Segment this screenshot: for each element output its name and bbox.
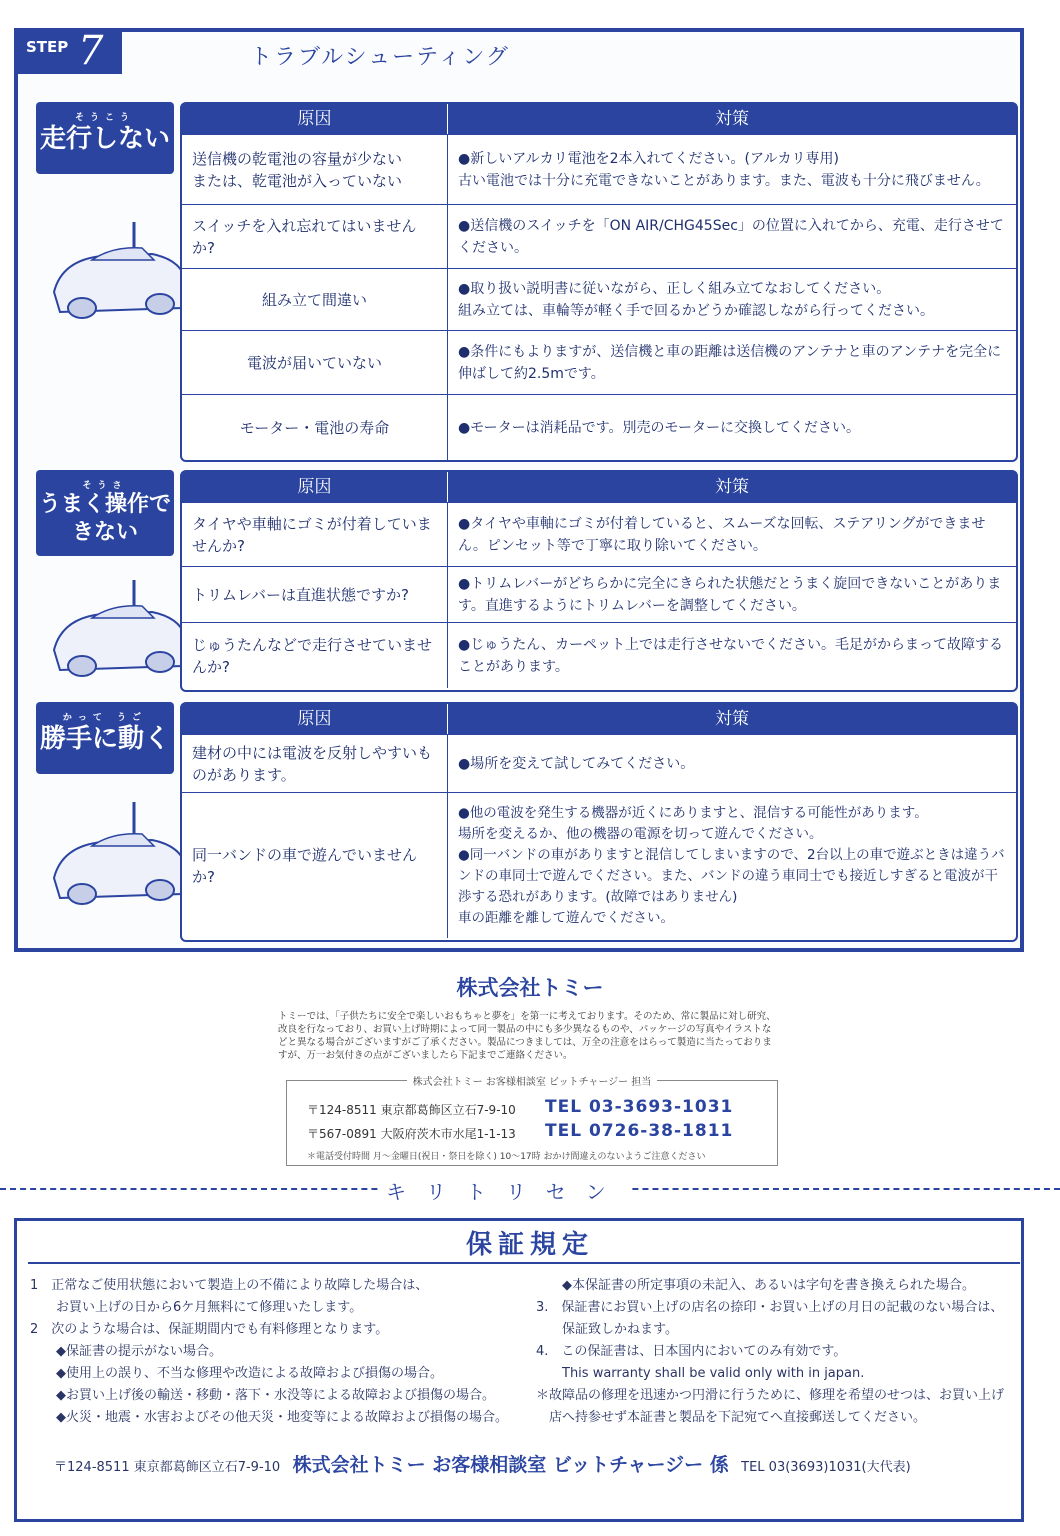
column-header-fix: 対策 — [715, 109, 749, 129]
company-name: 株式会社トミー — [456, 976, 604, 1000]
contact-hours: ＊電話受付時間 月〜金曜日(祝日・祭日を除く) 10〜17時 おかけ間違えのないようご注意ください — [307, 1152, 706, 1162]
contact-phone: TEL 03-3693-1031 — [545, 1097, 734, 1117]
contact-box — [286, 1077, 778, 1166]
warranty-line: ◆保証書の提示がない場合。 — [30, 1344, 222, 1359]
footer-phone: TEL 03(3693)1031(大代表) — [741, 1460, 911, 1475]
column-header-cause: 原因 — [182, 104, 448, 134]
section-moves-alone — [36, 702, 1018, 942]
table-row: タイヤや車軸にゴミが付着していませんか? ●タイヤや車軸にゴミが付着していると、スムーズな回転、ステアリングができません。ピンセット等で丁寧に取り除いてください。 — [182, 502, 1016, 566]
divider — [28, 1262, 1020, 1264]
table-row: 組み立て間違い ●取り扱い説明書に従いながら、正しく組み立てなおしてください。 組み立ては、車輪等が軽く手で回るかどうか確認しながら行ってください。 — [182, 268, 1016, 330]
warranty-title: 保証規定 — [465, 1230, 594, 1260]
warranty-footer — [54, 1450, 911, 1477]
step-badge — [18, 30, 122, 74]
contact-heading: 株式会社トミー お客様相談室 ビットチャージー 担当 — [407, 1077, 658, 1088]
footer-address: 〒124-8511 東京都葛飾区立石7-9-10 — [54, 1460, 281, 1475]
footer-company: 株式会社トミー お客様相談室 ビットチャージー 係 — [292, 1454, 729, 1476]
trouble-table — [180, 702, 1018, 942]
table-row: トリムレバーは直進状態ですか? ●トリムレバーがどちらかに完全にきられた状態だとうまく旋回できないことがあります。直進するようにトリムレバーを調整してください。 — [182, 566, 1016, 622]
section-label: かって うご 勝手に動く — [36, 702, 174, 774]
rc-car-illustration — [42, 212, 192, 322]
warranty-line: 4. この保証書は、日本国内においてのみ有効です。 — [536, 1344, 847, 1359]
column-header-fix: 対策 — [715, 709, 749, 729]
warranty-line: 2 次のような場合は、保証期間内でも有料修理となります。 — [30, 1322, 389, 1337]
warranty-line: ◆火災・地震・水害およびその他天災・地変等による故障および損傷の場合。 — [30, 1410, 508, 1425]
warranty-line: ◆お買い上げ後の輸送・移動・落下・水没等による故障および損傷の場合。 — [30, 1388, 495, 1403]
notice-text: トミーでは、「子供たちに安全で楽しいおもちゃと夢を」を第一に考えております。そのため、常に製品に対し研究、改良を行なっており、お買い上げ時期によって同一製品の中にも多少異なるものや、パッケージの写真やイラストなどと異なる場合がございますがご了承ください。製品につきましては、万全の注意をはらって製造に当たっておりますが、万一お気付きの点がございましたら下記までご連絡ください。 — [278, 1011, 776, 1061]
warranty-line: 3. 保証書にお買い上げの店名の捺印・お買い上げの月日の記載のない場合は、 — [536, 1300, 1004, 1315]
table-row: スイッチを入れ忘れてはいませんか? ●送信機のスイッチを「ON AIR/CHG45Sec」の位置に入れてから、充電、走行させてください。 — [182, 204, 1016, 268]
table-row: 建材の中には電波を反射しやすいものがあります。 ●場所を変えて試してみてください。 — [182, 734, 1016, 792]
table-row: 送信機の乾電池の容量が少ない または、乾電池が入っていない ●新しいアルカリ電池を2本入れてください。(アルカリ専用) 古い電池では十分に充電できないことがあります。また、電波も十分に飛びません。 — [182, 134, 1016, 204]
rc-car-illustration — [42, 798, 192, 908]
table-row: じゅうたんなどで走行させていませんか? ●じゅうたん、カーペット上では走行させないでください。毛足がからまって故障することがあります。 — [182, 622, 1016, 688]
table-row: モーター・電池の寿命 ●モーターは消耗品です。別売のモーターに交換してください。 — [182, 394, 1016, 460]
section-bad-control — [36, 470, 1018, 692]
step-label: STEP — [26, 38, 69, 56]
warranty-line: 1 正常なご使用状態において製造上の不備により故障した場合は、 — [30, 1278, 429, 1293]
column-header-cause: 原因 — [182, 704, 448, 734]
contact-address: 〒124-8511 東京都葛飾区立石7-9-10 — [307, 1103, 516, 1117]
table-row: 同一バンドの車で遊んでいませんか? ●他の電波を発生する機器が近くにありますと、混信する可能性があります。 場所を変えるか、他の機器の電源を切って遊んでください。 ●同一バンドの車がありますと混信してしまいますので、2台以上の車で遊ぶときは違うバンドの車同士で遊んでください。また、バンドの違う車同士でも接近しすぎると電波が干渉する恐れがあります。(故障ではありません) 車の距離を離して遊んでください。 — [182, 792, 1016, 938]
column-header-cause: 原因 — [182, 472, 448, 502]
step-number: 7 — [78, 28, 104, 74]
table-row: 電波が届いていない ●条件にもよりますが、送信機と車の距離は送信機のアンテナと車のアンテナを完全に伸ばして約2.5mです。 — [182, 330, 1016, 394]
section-label: そうさ うまく操作できない — [36, 470, 174, 556]
warranty-line: 保証致しかねます。 — [536, 1322, 678, 1337]
trouble-table — [180, 470, 1018, 692]
column-header-fix: 対策 — [715, 477, 749, 497]
section-label: そうこう 走行しない — [36, 102, 174, 174]
warranty-line: お買い上げの日から6ケ月無料にて修理いたします。 — [30, 1300, 363, 1315]
trouble-table — [180, 102, 1018, 462]
warranty-line: ＊故障品の修理を迅速かつ円滑に行うために、修理を希望のせつは、お買い上げ — [536, 1388, 1005, 1403]
warranty-line: ◆本保証書の所定事項の未記入、あるいは字句を書き換えられた場合。 — [536, 1278, 975, 1293]
section-not-running — [36, 102, 1018, 462]
warranty-line: ◆使用上の誤り、不当な修理や改造による故障および損傷の場合。 — [30, 1366, 443, 1381]
warranty-line: This warranty shall be valid only with in japan. — [536, 1366, 865, 1381]
warranty-line: 店へ持参せず本証書と製品を下記宛てへ直接郵送してください。 — [536, 1410, 927, 1425]
contact-phone: TEL 0726-38-1811 — [545, 1121, 734, 1141]
rc-car-illustration — [42, 570, 192, 680]
cut-line-label: キリトリセン — [380, 1176, 632, 1205]
page-title: トラブルシューティング — [250, 45, 510, 70]
contact-address: 〒567-0891 大阪府茨木市水尾1-1-13 — [307, 1127, 516, 1141]
